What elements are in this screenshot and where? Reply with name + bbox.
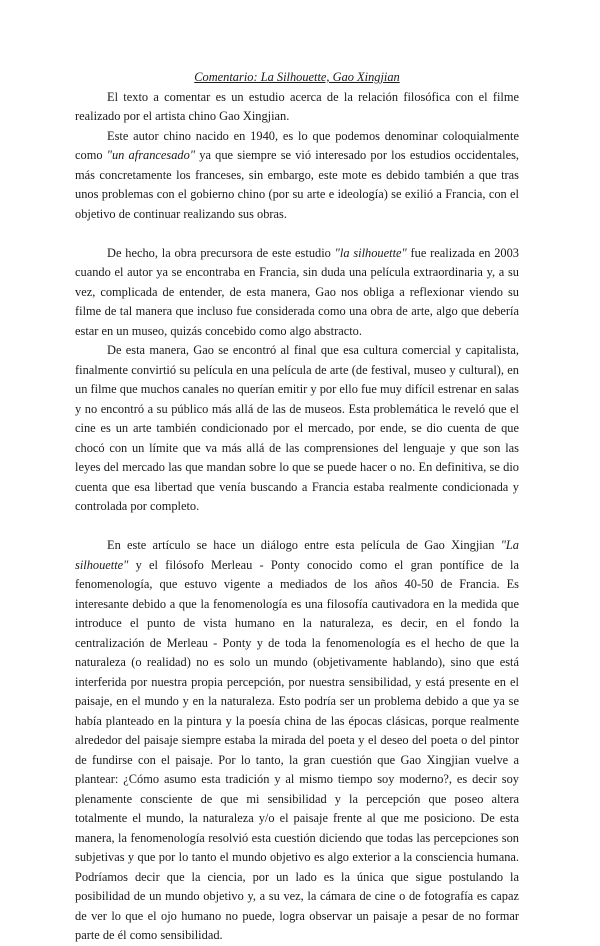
document-title: Comentario: La Silhouette, Gao Xingjian [194, 70, 400, 84]
paragraph-text: De esta manera, Gao se encontró al final que esa cultura comercial y capitalista, finalmente convirtió su película en una película de arte (de festival, museo y cultural), en un filme que muchos canales no querían emitir y por ello fue muy difícil estrenar en salas y no encontró a su público más allá de las de museos. Esta problemática le reveló que el cine es un arte también condicionado por el mercado, por ende, se dio cuenta de que chocó con un límite que va más allá de las comprensiones del lenguaje y que son las leyes del mercado las que mandan sobre lo que se puede hacer o no. En definitiva, se dio cuenta que esa libertad que venía buscando a Francia estaba realmente condicionada y controlada por completo. [75, 343, 519, 513]
italic-quote: "la silhouette" [334, 245, 407, 260]
body-paragraph [75, 244, 519, 342]
body-paragraph [75, 88, 519, 127]
paragraph-text: fue realizada en 2003 cuando el autor ya se encontraba en Francia, sin duda una película extraordinaria y, a su vez, complicada de entender, de esta manera, Gao nos obliga a reflexionar viendo su filme de tal manera que incluso fue considerada como una obra de arte, algo que debería estar en un museo, quizás concebido como algo abstracto. [75, 245, 519, 338]
italic-quote: "La silhouette" [75, 538, 519, 572]
paragraph-spacer [75, 517, 519, 537]
paragraph-text: En este artículo se hace un diálogo entre esta película de Gao Xingjian [107, 538, 501, 552]
paragraph-text: y el filósofo Merleau - Ponty conocido como el gran pontífice de la fenomenología, que estuvo vigente a mediados de los años 40-50 de Francia. Es interesante debido a que la fenomenología es una filosofía cautivadora en la medida que introduce el punto de vista humano en la naturaleza, es decir, en el fondo la centralización de Merleau - Ponty y de toda la fenomenología es el hecho de que la naturaleza (o realidad) no es solo un mundo (objetivamente hablando), sino que está interferida por nuestra propia percepción, por nuestra sensibilidad, y está presente en el paisaje, en el mundo y en la naturaleza. Esto podría ser un problema debido a que ya se había planteado en la pintura y la poesía china de las épocas clásicas, porque realmente alrededor del paisaje siempre estaba la mirada del poeta y el deseo del poeta o del pintor de fundirse con el paisaje. Por lo tanto, la gran cuestión que Gao Xingjian vuelve a plantear: ¿Cómo asumo esta tradición y al mismo tiempo soy moderno?, es decir soy plenamente consciente de que mi sensibilidad y la percepción que poseo altera totalmente el mundo, la naturaleza y/o el paisaje frente al que me posiciono. De esta manera, la fenomenología resolvió esta cuestión diciendo que todas las percepciones son subjetivas y que por lo tanto el mundo objetivo es algo exterior a la consciencia humana. Podríamos decir que la ciencia, por un lado es la única que sigue postulando la posibilidad de un mundo objetivo y, a su vez, la cámara de cine o de fotografía es capaz de ver lo que el ojo humano no puede, logra observar un paisaje a pesar de no formar parte de él como sensibilidad. [75, 557, 519, 942]
paragraph-text: ya que siempre se vió interesado por los estudios occidentales, más concretamente los franceses, sin embargo, este mote es debido también a que tras unos problemas con el gobierno chino (por su arte e ideología) se exilió a Francia, con el objetivo de continuar realizando sus obras. [75, 148, 519, 221]
body-paragraph [75, 341, 519, 517]
body-paragraph [75, 127, 519, 225]
italic-quote: "un afrancesado" [106, 148, 196, 162]
paragraph-text: El texto a comentar es un estudio acerca de la relación filosófica con el filme realizado por el artista chino Gao Xingjian. [75, 89, 519, 123]
document-page [75, 68, 519, 946]
paragraph-spacer [75, 224, 519, 244]
paragraph-text: De hecho, la obra precursora de este estudio [107, 245, 335, 260]
body-paragraph [75, 536, 519, 946]
document-body [75, 88, 519, 946]
paragraph-text: Este autor chino nacido en 1940, es lo que podemos denominar coloquialmente como [75, 128, 519, 162]
